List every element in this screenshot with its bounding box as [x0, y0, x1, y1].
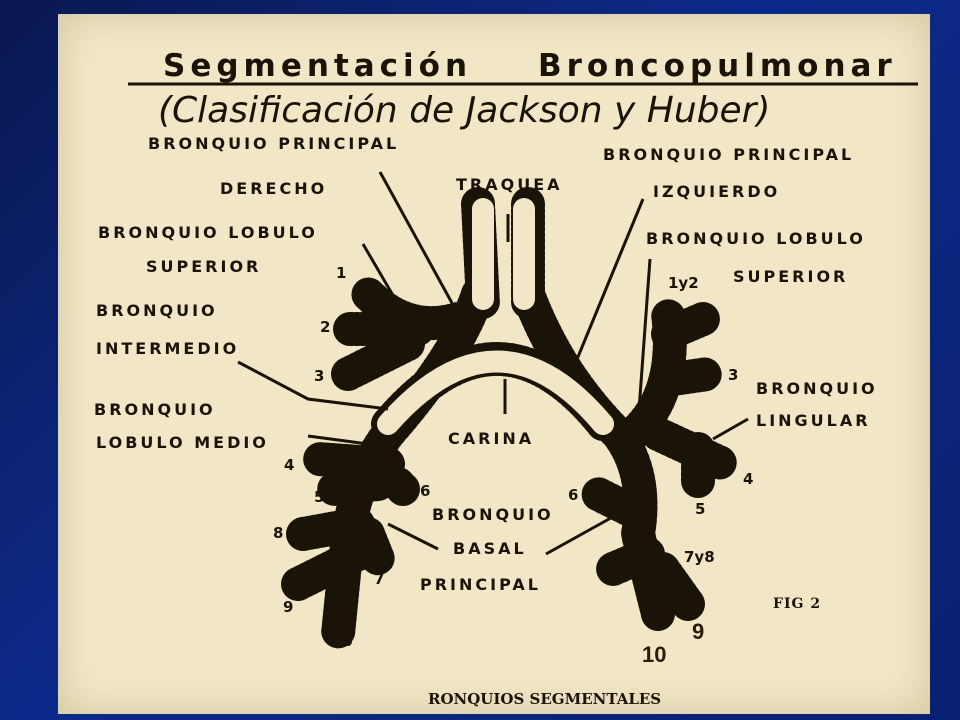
- label-bronquio-principal-izquierdo-1: BRONQUIO PRINCIPAL: [603, 145, 855, 164]
- segment-cap: [327, 478, 345, 496]
- label-lingular-2: LINGULAR: [756, 411, 871, 430]
- label-traquea: TRAQUEA: [456, 175, 563, 194]
- label-lingular-1: BRONQUIO: [756, 379, 878, 398]
- label-lobulo-superior-izq-1: BRONQUIO LOBULO: [646, 229, 866, 248]
- segment-cap: [605, 560, 623, 578]
- segment-cap: [589, 485, 607, 503]
- label-intermedio-1: BRONQUIO: [96, 301, 218, 320]
- segment-cap: [700, 365, 718, 383]
- segment-number: 6: [568, 486, 579, 504]
- label-carina: CARINA: [448, 429, 535, 448]
- segment-number: 4: [284, 456, 295, 474]
- segment-number: 3: [314, 367, 325, 385]
- segment-cap: [715, 457, 733, 475]
- title-left: Segmentación: [163, 48, 473, 84]
- figure-caption: RONQUIOS SEGMENTALES: [428, 690, 662, 708]
- segment-number: 9: [283, 598, 294, 616]
- figure-label: FIG 2: [773, 596, 822, 612]
- segment-number: 5: [314, 488, 325, 506]
- title-right: Broncopulmonar: [538, 48, 897, 84]
- segment-number: 3: [728, 366, 739, 384]
- segment-cap: [341, 365, 359, 383]
- subtitle: (Clasificación de Jackson y Huber): [158, 90, 771, 131]
- label-lobulo-superior-izq-2: SUPERIOR: [733, 267, 849, 286]
- label-intermedio-2: INTERMEDIO: [96, 339, 240, 358]
- segment-number: 1: [336, 264, 347, 282]
- overlay-number-10: 10: [642, 642, 667, 667]
- label-basal-1: BRONQUIO: [432, 505, 554, 524]
- bronchial-tree: [290, 204, 733, 634]
- segment-number: 10: [332, 632, 353, 650]
- left-seg1y2-shape: [668, 319, 703, 334]
- label-bronquio-principal-derecho-2: DERECHO: [220, 179, 328, 198]
- trachea-lumen: [483, 209, 524, 299]
- segment-cap: [311, 451, 329, 469]
- label-lobulo-superior-der-1: BRONQUIO LOBULO: [98, 223, 318, 242]
- label-lobulo-superior-der-2: SUPERIOR: [146, 257, 262, 276]
- segment-number: 7y8: [684, 548, 715, 566]
- segment-cap: [370, 549, 386, 565]
- segment-cap: [690, 478, 706, 494]
- leader-line: [388, 524, 438, 549]
- segment-number: 1y2: [668, 274, 699, 292]
- label-basal-3: PRINCIPAL: [420, 575, 541, 594]
- leader-line: [713, 419, 748, 439]
- leader-line: [546, 514, 618, 554]
- segment-number: 2: [320, 318, 331, 336]
- scanned-figure: [58, 14, 930, 714]
- segment-number: 4: [743, 470, 754, 488]
- label-lobulo-medio-1: BRONQUIO: [94, 400, 216, 419]
- label-basal-2: BASAL: [453, 539, 527, 558]
- segment-number: 5: [695, 500, 706, 518]
- segment-number: 8: [273, 524, 284, 542]
- segment-number: 7: [374, 570, 385, 588]
- segment-cap: [295, 525, 313, 543]
- label-lobulo-medio-2: LOBULO MEDIO: [96, 433, 269, 452]
- segment-number: 6: [420, 482, 431, 500]
- label-bronquio-principal-izquierdo-2: IZQUIERDO: [653, 182, 781, 201]
- overlay-number-9: 9: [692, 619, 705, 644]
- label-bronquio-principal-derecho-1: BRONQUIO PRINCIPAL: [148, 134, 400, 153]
- segment-cap: [680, 596, 696, 612]
- bronchial-diagram: [58, 14, 930, 714]
- segment-cap: [398, 480, 414, 496]
- segment-cap: [290, 575, 308, 593]
- leader-line: [573, 199, 643, 369]
